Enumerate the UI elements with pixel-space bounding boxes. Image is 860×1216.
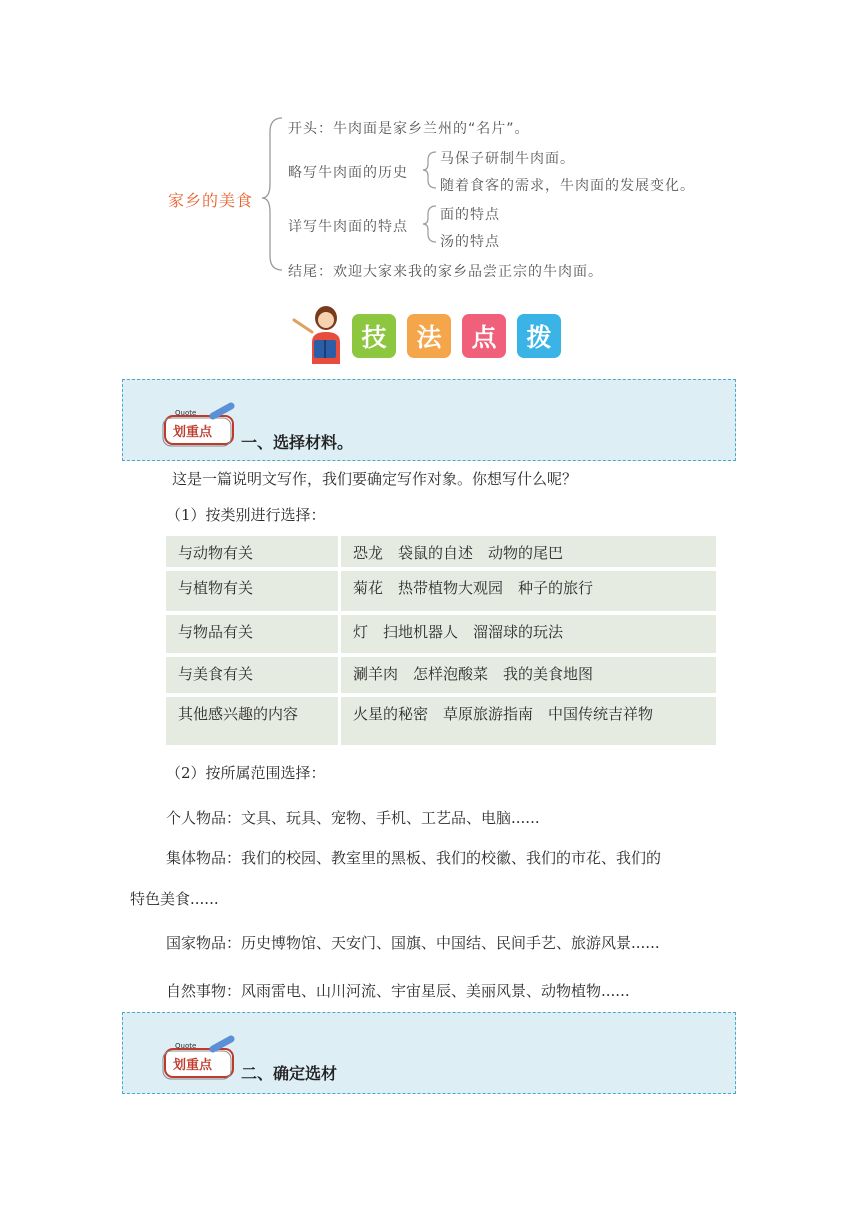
- table-cell-category: 与美食有关: [166, 657, 341, 693]
- highlight-stamp-icon: [161, 1035, 241, 1081]
- table-cell-category: 其他感兴趣的内容: [166, 697, 341, 745]
- tips-badge: [290, 298, 580, 368]
- table-cell-topics: 灯 扫地机器人 溜溜球的玩法: [353, 623, 564, 641]
- mindmap-history-item: 马保子研制牛肉面。: [440, 151, 575, 167]
- table-cell-topics: 涮羊肉 怎样泡酸菜 我的美食地图: [353, 665, 594, 683]
- section1-collective-cont: 特色美食......: [130, 890, 219, 908]
- svg-text:Quote: Quote: [175, 409, 197, 417]
- svg-text:划重点: 划重点: [173, 425, 213, 440]
- table-cell-topics: 恐龙 袋鼠的自述 动物的尾巴: [353, 544, 564, 562]
- category-table: [166, 536, 716, 749]
- mindmap-ending: 结尾：欢迎大家来我的家乡品尝正宗的牛肉面。: [288, 264, 603, 280]
- badge-char: 拨: [517, 314, 561, 358]
- highlight-stamp-icon: [161, 402, 241, 448]
- mindmap-brackets: [0, 0, 860, 290]
- section1-sub1: （1）按类别进行选择：: [166, 506, 326, 524]
- table-cell-topics: 火星的秘密 草原旅游指南 中国传统吉祥物: [353, 705, 654, 723]
- table-row: [166, 657, 716, 693]
- section2-header: [122, 1012, 736, 1094]
- svg-text:Quote: Quote: [175, 1042, 197, 1050]
- table-row: [166, 615, 716, 653]
- table-cell-topics: 菊花 热带植物大观园 种子的旅行: [353, 579, 594, 597]
- mindmap-opening: 开头：牛肉面是家乡兰州的“名片”。: [288, 121, 530, 137]
- mindmap-features-item: 汤的特点: [440, 234, 500, 250]
- section1-nature: 自然事物：风雨雷电、山川河流、宇宙星辰、美丽风景、动物植物......: [166, 982, 630, 1000]
- section1-sub2: （2）按所属范围选择：: [166, 764, 326, 782]
- badge-char: 点: [462, 314, 506, 358]
- badge-char: 技: [352, 314, 396, 358]
- mindmap-history-item: 随着食客的需求，牛肉面的发展变化。: [440, 178, 695, 194]
- teacher-icon: [290, 302, 350, 364]
- table-cell-category: 与植物有关: [166, 571, 341, 611]
- section1-intro: 这是一篇说明文写作，我们要确定写作对象。你想写什么呢？: [172, 470, 578, 488]
- table-cell-category: 与物品有关: [166, 615, 341, 653]
- mindmap: [0, 0, 860, 290]
- badge-char: 法: [407, 314, 451, 358]
- table-row: [166, 571, 716, 611]
- section1-personal: 个人物品：文具、玩具、宠物、手机、工艺品、电脑......: [166, 809, 540, 827]
- mindmap-history-label: 略写牛肉面的历史: [288, 165, 408, 181]
- section1-national: 国家物品：历史博物馆、天安门、国旗、中国结、民间手艺、旅游风景......: [166, 934, 660, 952]
- table-cell-category: 与动物有关: [166, 536, 341, 567]
- section1-header: [122, 379, 736, 461]
- section1-title: 一、选择材料。: [241, 433, 354, 452]
- svg-text:划重点: 划重点: [173, 1058, 213, 1073]
- mindmap-features-item: 面的特点: [440, 207, 500, 223]
- table-row: [166, 536, 716, 567]
- section1-collective: 集体物品：我们的校园、教室里的黑板、我们的校徽、我们的市花、我们的: [166, 849, 662, 867]
- section2-title: 二、确定选材: [241, 1064, 338, 1083]
- mindmap-features-label: 详写牛肉面的特点: [288, 219, 408, 235]
- table-row: [166, 697, 716, 745]
- mindmap-title: 家乡的美食: [168, 191, 254, 210]
